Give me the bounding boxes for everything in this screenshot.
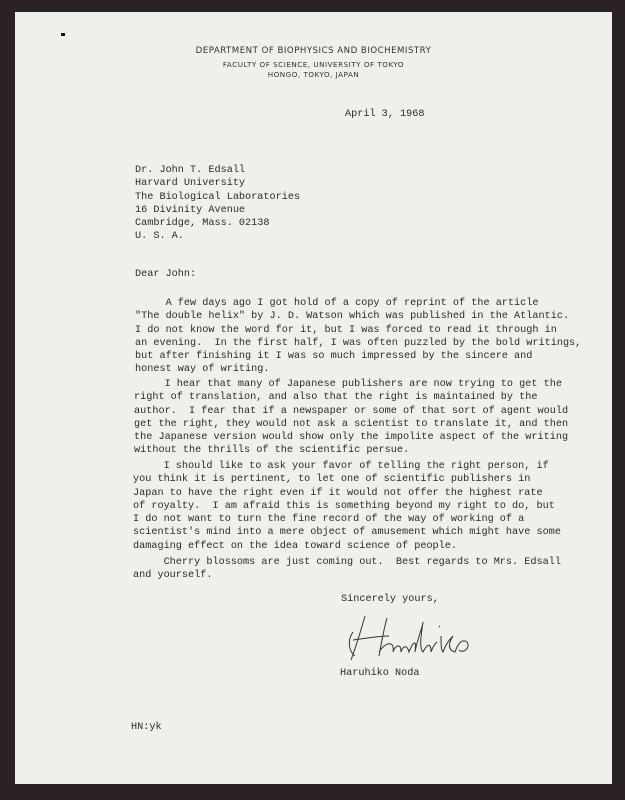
text-line: you think it is pertinent, to let one of scientific publishers in — [133, 474, 531, 486]
text-line: without the thrills of the scientific persue. — [134, 445, 410, 457]
text-line: of royalty. I am afraid this is something beyond my right to do, but — [133, 500, 555, 512]
recipient-line: Cambridge, Mass. 02138 — [135, 218, 270, 230]
text-line: get the right, they would not ask a scientist to translate it, and then — [134, 418, 569, 430]
text-line: I do not know the word for it, but I was forced to read it through in — [135, 324, 557, 336]
paragraph-1 — [135, 297, 581, 377]
letter-date: April 3, 1968 — [345, 109, 425, 120]
letterhead-faculty: FACULTY OF SCIENCE, UNIVERSITY OF TOKYO — [222, 60, 405, 69]
text-line: I do not want to turn the fine record of the way of working of a — [133, 514, 525, 526]
recipient-line: Harvard University — [135, 178, 246, 190]
recipient-line: The Biological Laboratories — [135, 191, 301, 203]
text-line: I should like to ask your favor of telling the right person, if — [133, 461, 549, 472]
text-line: the Japanese version would show only the impolite aspect of the writing — [134, 432, 569, 444]
paragraph-4 — [133, 556, 561, 583]
text-line: damaging effect on the idea toward science of people. — [133, 540, 458, 552]
recipient-line: 16 Divinity Avenue — [135, 204, 246, 216]
recipient-line: U. S. A. — [135, 231, 184, 243]
letter-page — [15, 12, 612, 784]
text-line: Japan to have the right even if it would not offer the highest rate — [133, 487, 543, 499]
typist-initials: HN:yk — [131, 722, 162, 733]
text-line: scientist's mind into a mere object of amusement which might have some — [133, 527, 561, 539]
handwritten-signature — [343, 612, 483, 664]
recipient-line: Dr. John T. Edsall — [135, 165, 246, 176]
text-line: author. I fear that if a newspaper or some of that sort of agent would — [134, 405, 569, 417]
recipient-address — [135, 164, 300, 244]
text-line: A few days ago I got hold of a copy of reprint of the article — [135, 298, 539, 309]
text-line: but after finishing it I was so much impressed by the sincere and — [135, 351, 533, 363]
text-line: and yourself. — [133, 570, 213, 582]
text-line: Cherry blossoms are just coming out. Best regards to Mrs. Edsall — [133, 557, 561, 568]
text-line: honest way of writing. — [135, 364, 270, 376]
paragraph-3 — [133, 460, 561, 553]
paragraph-2 — [134, 378, 568, 458]
letterhead-department: DEPARTMENT OF BIOPHYSICS AND BIOCHEMISTRY — [195, 46, 432, 56]
text-line: right of translation, and also that the right is maintained by the — [134, 392, 538, 404]
text-line: I hear that many of Japanese publishers are now trying to get the — [134, 379, 562, 390]
letterhead-address: HONGO, TOKYO, JAPAN — [267, 70, 360, 79]
closing: Sincerely yours, — [341, 594, 439, 605]
signer-name: Haruhiko Noda — [340, 668, 420, 679]
scan-mark — [61, 33, 65, 36]
salutation: Dear John: — [135, 269, 197, 280]
text-line: an evening. In the first half, I was often puzzled by the bold writings, — [135, 337, 582, 349]
text-line: "The double helix" by J. D. Watson which was published in the Atlantic. — [135, 311, 570, 323]
